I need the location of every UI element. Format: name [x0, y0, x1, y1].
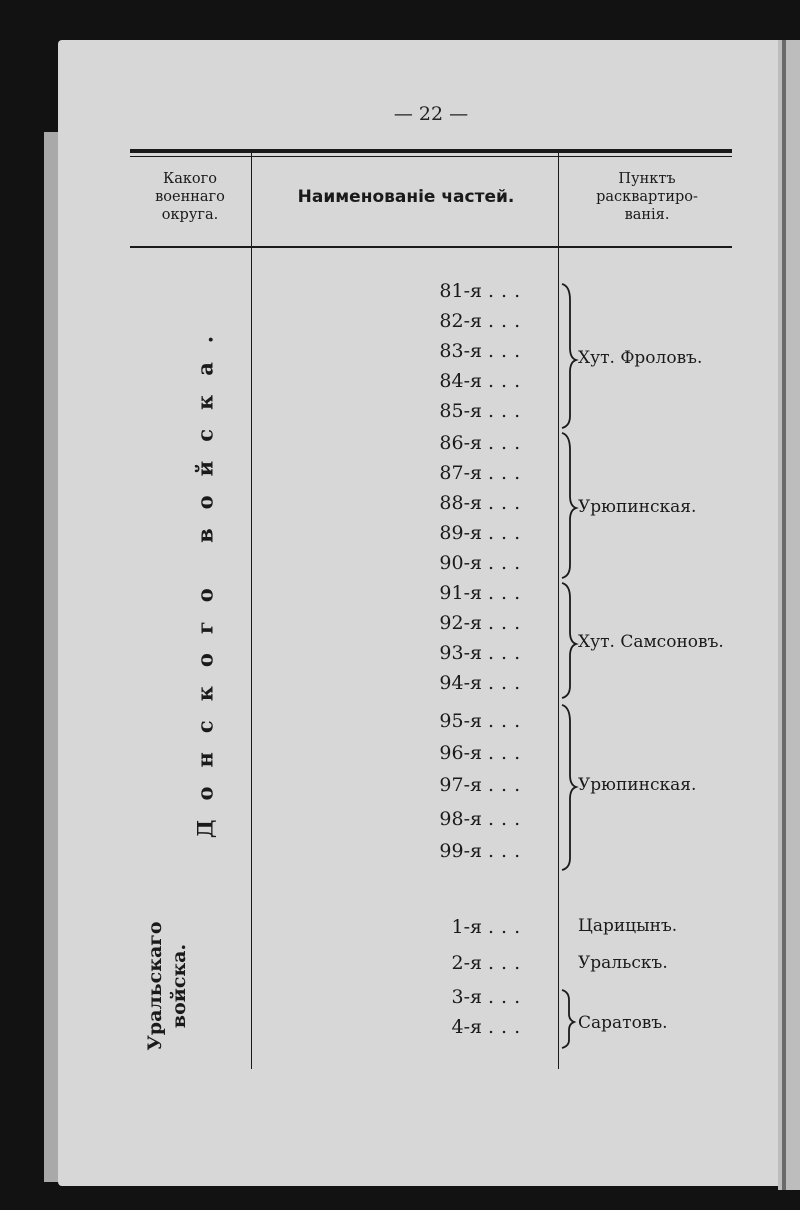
leader-dots: ...	[488, 370, 528, 392]
unit-name: 99-я	[439, 840, 482, 862]
location-label: Уральскъ.	[578, 953, 668, 973]
unit-name: 3-я	[451, 986, 482, 1008]
brace	[562, 284, 576, 428]
unit-row	[426, 340, 556, 370]
leader-dots: ...	[488, 492, 528, 514]
page-edge-line	[782, 40, 786, 1190]
unit-name: 87-я	[439, 462, 482, 484]
unit-name: 88-я	[439, 492, 482, 514]
brace	[562, 433, 576, 578]
header-bottom-rule	[130, 246, 732, 248]
location-label: Урюпинская.	[578, 775, 697, 795]
leader-dots: ...	[488, 340, 528, 362]
leader-dots: ...	[488, 986, 528, 1008]
brace	[562, 705, 576, 870]
header-district-line: округа.	[161, 207, 219, 223]
unit-row	[426, 1016, 556, 1046]
unit-row	[426, 840, 556, 870]
leader-dots: ...	[488, 672, 528, 694]
unit-name: 82-я	[439, 310, 482, 332]
leader-dots: ...	[488, 522, 528, 544]
unit-name: 96-я	[439, 742, 482, 764]
unit-name: 1-я	[451, 916, 482, 938]
table-top-rule-thin	[130, 156, 732, 157]
location-label: Урюпинская.	[578, 497, 697, 517]
unit-row	[426, 582, 556, 612]
location-label: Саратовъ.	[578, 1013, 668, 1033]
location-label: Хут. Фроловъ.	[578, 348, 703, 368]
leader-dots: ...	[488, 552, 528, 574]
district-ural-label: Уральскаго войска.	[144, 921, 190, 1051]
leader-dots: ...	[488, 462, 528, 484]
leader-dots: ...	[488, 840, 528, 862]
leader-dots: ...	[488, 582, 528, 604]
column-divider-1	[251, 153, 252, 1069]
header-location	[562, 170, 732, 224]
unit-row	[426, 916, 556, 946]
unit-row	[426, 952, 556, 982]
unit-name: 95-я	[439, 710, 482, 732]
unit-name: 94-я	[439, 672, 482, 694]
unit-name: 86-я	[439, 432, 482, 454]
page-number: — 22 —	[393, 103, 469, 125]
header-district-line: военнаго	[155, 189, 225, 205]
unit-row	[426, 400, 556, 430]
unit-name: 2-я	[451, 952, 482, 974]
unit-row	[426, 280, 556, 310]
unit-row	[426, 742, 556, 772]
brace	[562, 990, 574, 1048]
header-location-line: расквартиро-	[596, 189, 698, 205]
unit-name: 90-я	[439, 552, 482, 574]
unit-name: 83-я	[439, 340, 482, 362]
leader-dots: ...	[488, 612, 528, 634]
leader-dots: ...	[488, 710, 528, 732]
unit-name: 4-я	[451, 1016, 482, 1038]
unit-name: 92-я	[439, 612, 482, 634]
header-location-line: Пунктъ	[618, 171, 676, 187]
unit-row	[426, 462, 556, 492]
unit-row	[426, 642, 556, 672]
leader-dots: ...	[488, 808, 528, 830]
leader-dots: ...	[488, 310, 528, 332]
unit-name: 89-я	[439, 522, 482, 544]
district-don-label: Донского войска.	[192, 316, 218, 839]
leader-dots: ...	[488, 774, 528, 796]
leader-dots: ...	[488, 280, 528, 302]
unit-row	[426, 808, 556, 838]
leader-dots: ...	[488, 400, 528, 422]
unit-name: 84-я	[439, 370, 482, 392]
unit-row	[426, 672, 556, 702]
leader-dots: ...	[488, 742, 528, 764]
unit-row	[426, 370, 556, 400]
unit-row	[426, 710, 556, 740]
unit-row	[426, 310, 556, 340]
brace-group	[550, 0, 580, 1210]
brace	[562, 583, 576, 698]
location-label: Хут. Самсоновъ.	[578, 632, 724, 652]
unit-name: 91-я	[439, 582, 482, 604]
unit-row	[426, 552, 556, 582]
leader-dots: ...	[488, 1016, 528, 1038]
leader-dots: ...	[488, 952, 528, 974]
unit-row	[426, 432, 556, 462]
unit-row	[426, 522, 556, 552]
unit-name: 98-я	[439, 808, 482, 830]
location-label: Царицынъ.	[578, 916, 678, 936]
unit-name: 93-я	[439, 642, 482, 664]
header-location-line: ванія.	[624, 207, 670, 223]
header-district-line: Какого	[163, 171, 217, 187]
table-top-rule-thick	[130, 149, 732, 153]
unit-row	[426, 492, 556, 522]
header-district	[130, 170, 250, 224]
unit-name: 85-я	[439, 400, 482, 422]
leader-dots: ...	[488, 642, 528, 664]
unit-row	[426, 612, 556, 642]
unit-row	[426, 986, 556, 1016]
leader-dots: ...	[488, 432, 528, 454]
unit-name: 97-я	[439, 774, 482, 796]
unit-row	[426, 774, 556, 804]
unit-name: 81-я	[439, 280, 482, 302]
leader-dots: ...	[488, 916, 528, 938]
header-unit-name: Наименованіе частей.	[297, 187, 515, 207]
